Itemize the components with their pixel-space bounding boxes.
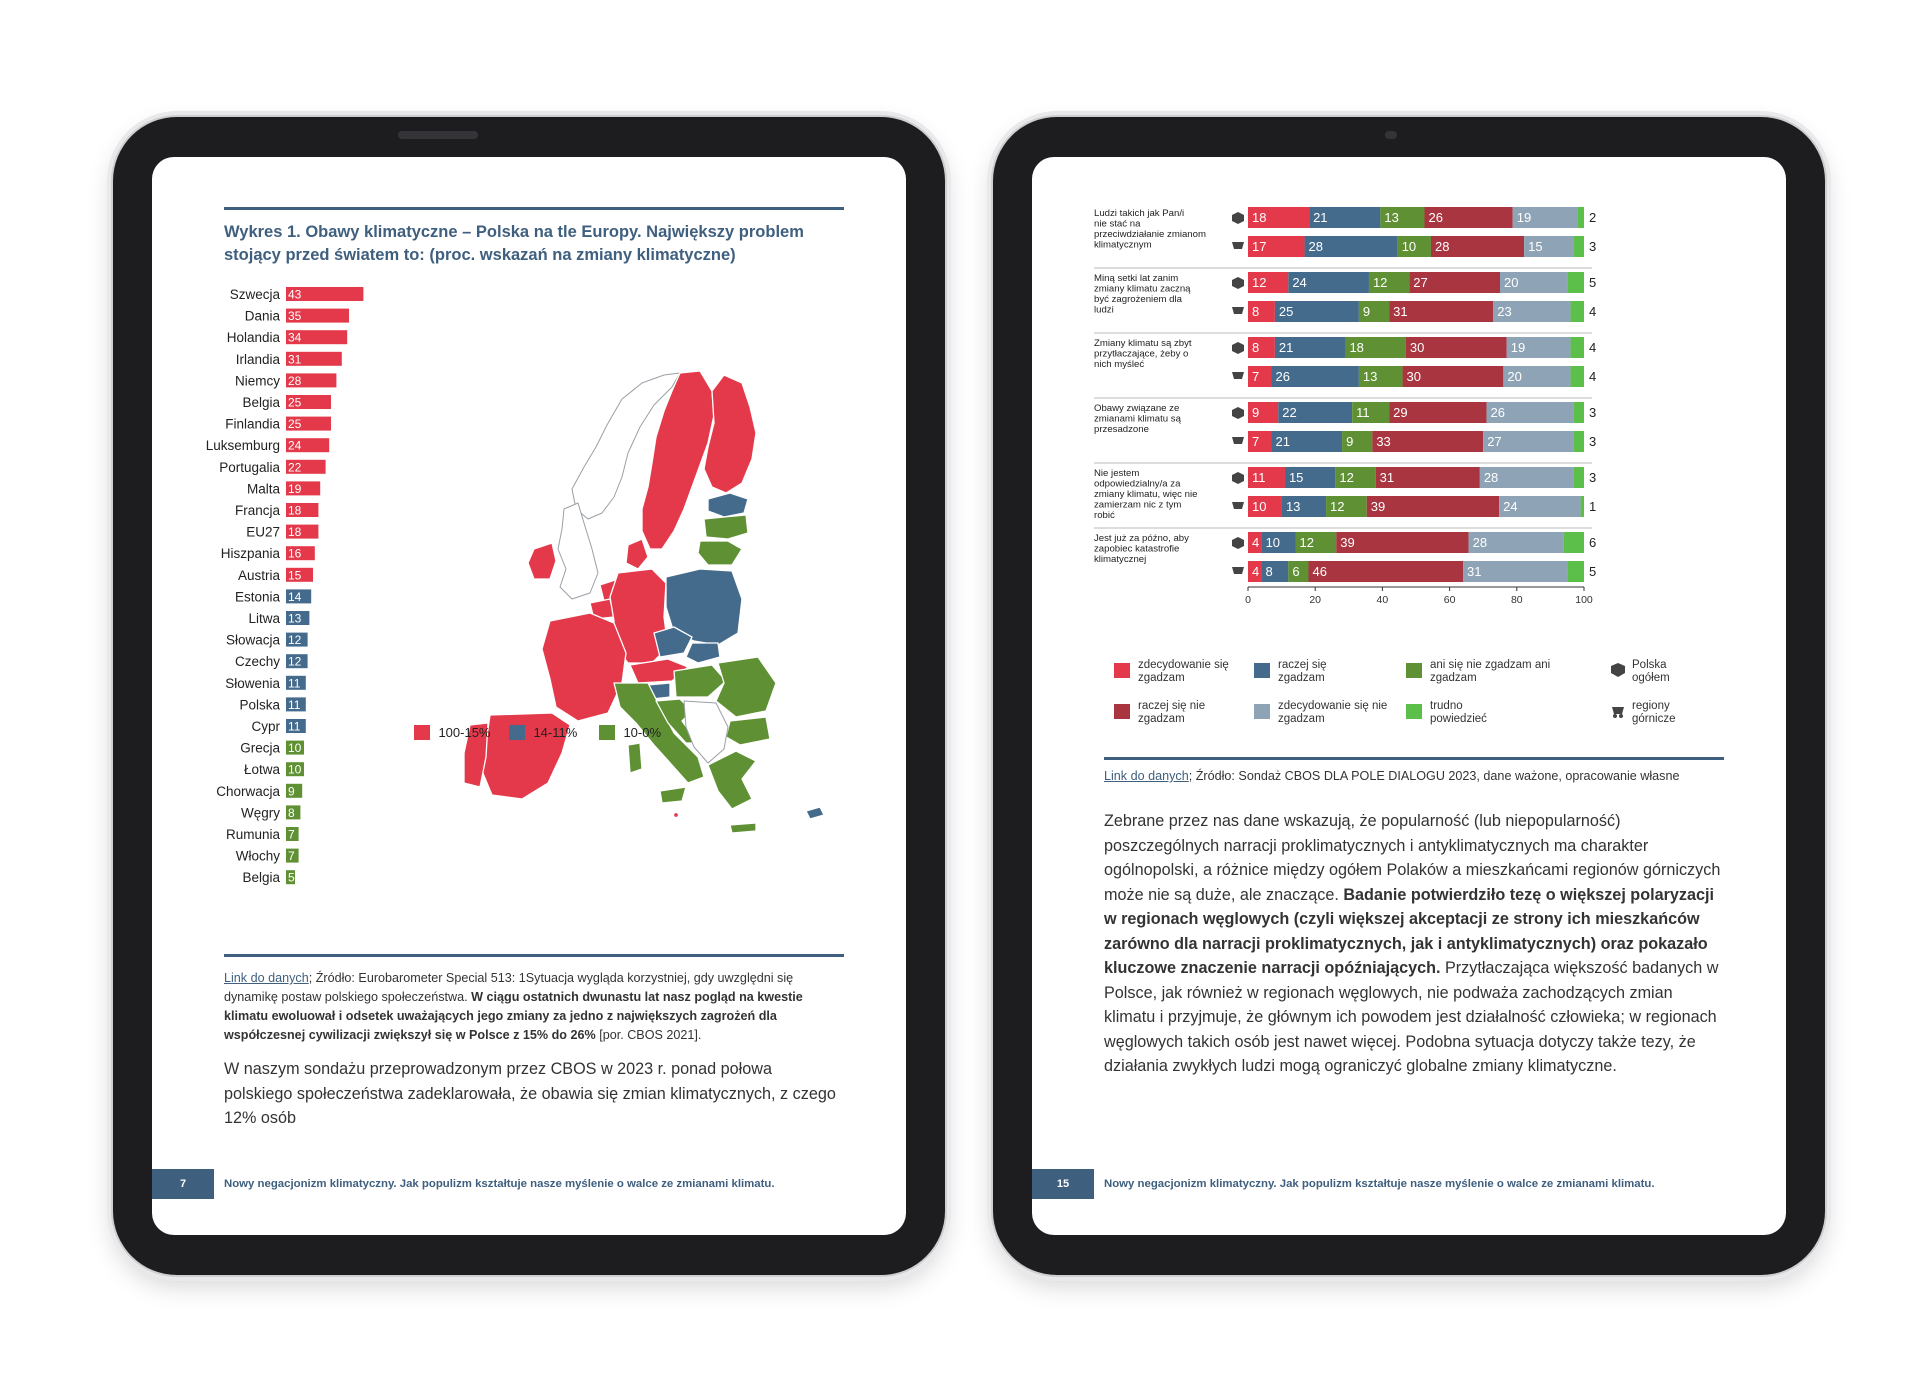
country-value: 18 <box>288 525 302 540</box>
footer-title: Nowy negacjonizm klimatyczny. Jak populizm kształtuje nasze myślenie o walce ze zmianami klimatu. <box>224 1178 775 1190</box>
page-number: 7 <box>152 1169 214 1199</box>
country-value: 15 <box>288 568 302 583</box>
legend-swatch-6 <box>1406 704 1422 719</box>
legend-label-1: 100-15% <box>438 725 491 741</box>
europe-map <box>464 371 824 833</box>
stack-segment <box>1581 496 1584 517</box>
segment-value: 17 <box>1252 239 1267 254</box>
country-label: Cypr <box>251 719 280 734</box>
no-opinion-value: 5 <box>1589 564 1597 579</box>
legend-label-4: raczej się nie zgadzam <box>1138 700 1206 725</box>
source-rule <box>1104 757 1724 760</box>
stacked-bar-chart <box>1032 207 1786 606</box>
legend-label-3: ani się nie zgadzam ani zgadzam <box>1430 659 1551 684</box>
country-label: Słowenia <box>225 675 280 691</box>
legend-label-2: raczej się zgadzam <box>1278 659 1327 684</box>
stack-segment <box>1571 366 1584 387</box>
stack-segment <box>1567 561 1584 582</box>
country-value: 10 <box>288 741 302 756</box>
segment-value: 12 <box>1330 499 1345 514</box>
segment-value: 31 <box>1467 564 1482 579</box>
country-label: Chorwacja <box>216 783 280 799</box>
country-label: Hiszpania <box>220 546 280 562</box>
segment-value: 11 <box>1356 405 1370 420</box>
stacked-legend <box>1114 657 1714 737</box>
shield-icon <box>1610 662 1626 678</box>
country-label: Rumunia <box>225 827 280 842</box>
paragraph-bold: Badanie potwierdziło tezę o większej polaryzacji w regionach węglowych (czyli większej akceptacji ze strony ich mieszkańców zarówno dla narracji proklimatycznych, jak i antyklimatycznych) oraz pokazało kluczowe znaczenie narracji opóźniających. <box>1104 885 1714 977</box>
segment-value: 8 <box>1252 304 1260 319</box>
map-latvia <box>704 515 748 539</box>
legend-label-1: zdecydowanie się zgadzam <box>1138 659 1229 684</box>
shield-icon <box>1232 212 1244 224</box>
country-label: Austria <box>237 567 280 583</box>
country-label: Dania <box>244 308 280 324</box>
segment-value: 33 <box>1376 434 1391 449</box>
country-value: 28 <box>288 373 302 388</box>
country-label: Słowacja <box>225 632 280 648</box>
country-value: 5 <box>288 870 295 885</box>
country-label: Malta <box>246 481 280 497</box>
map-lithuania <box>698 541 742 565</box>
country-bar-chart <box>152 287 906 927</box>
segment-value: 26 <box>1428 210 1443 225</box>
segment-value: 28 <box>1308 239 1324 254</box>
country-label: EU27 <box>246 524 280 540</box>
legend-swatch-5 <box>1254 704 1270 719</box>
stack-segment <box>1577 207 1584 228</box>
segment-value: 9 <box>1346 434 1354 449</box>
x-tick-label: 40 <box>1376 594 1389 606</box>
category-label: Ludzi takich jak Pan/i nie stać na przeciwdziałanie zmianom klimatycznym <box>1094 208 1206 251</box>
segment-value: 39 <box>1340 535 1355 550</box>
stack-segment <box>1571 301 1584 322</box>
segment-value: 18 <box>1349 340 1364 355</box>
segment-value: 19 <box>1516 210 1532 225</box>
segment-value: 10 <box>1252 499 1267 514</box>
legend-swatch-blue <box>509 725 525 740</box>
body-paragraph: W naszym sondażu przeprowadzonym przez CBOS w 2023 r. ponad połowa polskiego społeczeństwa zadeklarowała, że obawia się zmian klimatycznych, z czego 12% osób <box>224 1060 836 1127</box>
shield-icon <box>1232 277 1244 289</box>
segment-value: 18 <box>1252 210 1267 225</box>
source-text: ; Źródło: Eurobarometer Special 513: 1Sytuacja wygląda korzystniej, gdy uwzględni się dynamikę postaw polskiego społeczeństwa. <box>224 971 794 1004</box>
legend-swatch-4 <box>1114 704 1130 719</box>
data-link[interactable]: Link do danych <box>224 971 309 985</box>
source-bold: W ciągu ostatnich dwunastu lat nasz pogląd na kwestie klimatu ewoluował i odsetek uważających jego zmiany za jedno z największych zagrożeń dla współczesnej cywilizacji zwiększył się w Polsce z 15% do 26% <box>224 990 803 1042</box>
country-value: 16 <box>288 546 302 561</box>
segment-value: 31 <box>1379 470 1395 485</box>
segment-value: 29 <box>1393 405 1408 420</box>
country-value: 22 <box>288 460 302 475</box>
source-end: [por. CBOS 2021]. <box>595 1028 702 1042</box>
segment-value: 9 <box>1252 405 1260 420</box>
mine-cart-icon <box>1232 307 1244 314</box>
mine-cart-icon <box>1610 703 1626 719</box>
country-value: 7 <box>288 849 295 864</box>
segment-value: 39 <box>1370 499 1386 514</box>
country-value: 25 <box>288 417 302 432</box>
segment-value: 4 <box>1252 564 1260 579</box>
country-label: Estonia <box>234 589 280 605</box>
legend-swatch-1 <box>1114 663 1130 678</box>
legend-swatch-3 <box>1406 663 1422 678</box>
map-slovakia <box>686 643 720 663</box>
segment-value: 7 <box>1252 434 1260 449</box>
segment-value: 19 <box>1510 340 1526 355</box>
tablet-right <box>993 117 1825 1275</box>
data-link[interactable]: Link do danych <box>1104 769 1189 783</box>
country-value: 24 <box>288 438 302 453</box>
category-label: Miną setki lat zanim zmiany klimatu zaczną być zagrożeniem dla ludzi <box>1094 273 1191 316</box>
category-label: Nie jestem odpowiedzialny/a za zmiany klimatu, więc nie zamierzam nic z tym robić <box>1094 468 1198 521</box>
x-tick-label: 80 <box>1510 594 1523 606</box>
stack-segment <box>1574 236 1584 257</box>
country-value: 18 <box>288 503 302 518</box>
category-label: Zmiany klimatu są zbyt przytłaczające, żeby o nich myśleć <box>1094 338 1192 370</box>
segment-value: 6 <box>1292 564 1300 579</box>
map-malta <box>674 813 679 818</box>
mine-cart-icon <box>1232 502 1244 509</box>
x-tick-label: 20 <box>1309 594 1322 606</box>
no-opinion-value: 3 <box>1589 405 1597 420</box>
country-label: Szwecja <box>229 287 280 302</box>
country-label: Finlandia <box>225 416 280 432</box>
page-left <box>152 157 906 1235</box>
shield-icon <box>1232 407 1244 419</box>
segment-value: 30 <box>1409 340 1425 355</box>
x-tick-label: 100 <box>1575 594 1593 606</box>
segment-value: 20 <box>1504 275 1519 290</box>
segment-value: 13 <box>1362 369 1378 384</box>
stack-segment <box>1367 496 1499 517</box>
segment-value: 10 <box>1265 535 1281 550</box>
no-opinion-value: 4 <box>1589 369 1597 384</box>
category-label: Jest już za późno, aby zapobiec katastrofie klimatycznej <box>1094 533 1189 565</box>
country-label: Luksemburg <box>205 438 280 454</box>
no-opinion-value: 6 <box>1589 535 1597 550</box>
legend-label-5: zdecydowanie się nie zgadzam <box>1278 700 1388 725</box>
segment-value: 15 <box>1528 239 1543 254</box>
country-value: 31 <box>288 352 302 367</box>
legend-label-6: trudno powiedzieć <box>1430 700 1487 725</box>
segment-value: 12 <box>1299 535 1314 550</box>
country-value: 11 <box>288 697 301 712</box>
country-label: Grecja <box>240 740 280 756</box>
country-label: Polska <box>239 697 280 713</box>
no-opinion-value: 1 <box>1589 499 1597 514</box>
country-value: 35 <box>288 309 302 324</box>
map-greece <box>708 751 756 809</box>
country-label: Belgia <box>242 395 280 410</box>
segment-value: 10 <box>1401 239 1417 254</box>
country-value: 14 <box>288 589 302 604</box>
country-label: Włochy <box>235 848 280 864</box>
segment-value: 8 <box>1252 340 1260 355</box>
stack-segment <box>1308 561 1463 582</box>
body-paragraph <box>1104 809 1724 1079</box>
source-note <box>1104 767 1724 786</box>
map-finland <box>704 375 756 493</box>
source-text: ; Źródło: Sondaż CBOS DLA POLE DIALOGU 2023, dane ważone, opracowanie własne <box>1188 769 1680 783</box>
no-opinion-value: 3 <box>1589 239 1597 254</box>
paragraph-part-2: Przytłaczająca większość badanych w Polsce, jak również w regionach węglowych, nie podważa zachodzących zmian klimatu i przyjmuje, że głównym ich powodem jest działalność człowieka; w regionach węglowych takich osób jest nawet więcej. Podobna sytuacja dotyczy także tezy, że działania zwykłych ludzi mogą ograniczyć globalne zmiany klimatyczne. <box>1104 959 1719 1075</box>
country-value: 19 <box>288 481 302 496</box>
segment-value: 28 <box>1472 535 1488 550</box>
country-label: Niemcy <box>234 373 280 389</box>
no-opinion-value: 5 <box>1589 275 1597 290</box>
map-crete <box>730 823 756 833</box>
country-value: 25 <box>288 395 302 410</box>
segment-value: 13 <box>1384 210 1399 225</box>
shield-icon <box>1232 537 1244 549</box>
segment-value: 7 <box>1252 369 1260 384</box>
mine-cart-icon <box>1232 437 1244 444</box>
group-label-2: regiony górnicze <box>1632 700 1676 725</box>
category-label: Obawy związane ze zmianami klimatu są przesadzone <box>1094 403 1181 435</box>
page-right <box>1032 157 1786 1235</box>
country-value: 8 <box>288 805 295 820</box>
map-cyprus <box>806 807 824 819</box>
segment-value: 12 <box>1339 470 1354 485</box>
no-opinion-value: 3 <box>1589 470 1597 485</box>
map-france <box>542 613 626 721</box>
country-value: 13 <box>288 611 302 626</box>
country-value: 9 <box>288 784 295 799</box>
stack-segment <box>1571 337 1584 358</box>
mine-cart-icon <box>1232 372 1244 379</box>
stack-segment <box>1574 467 1584 488</box>
segment-value: 21 <box>1278 340 1294 355</box>
country-label: Litwa <box>248 611 280 626</box>
country-value: 34 <box>288 330 302 345</box>
stack-segment <box>1574 431 1584 452</box>
legend-swatch-2 <box>1254 663 1270 678</box>
segment-value: 23 <box>1497 304 1512 319</box>
stack-segment <box>1574 402 1584 423</box>
segment-value: 21 <box>1313 210 1328 225</box>
shield-icon <box>1232 342 1244 354</box>
country-value: 12 <box>288 633 302 648</box>
segment-value: 30 <box>1406 369 1422 384</box>
page-number: 15 <box>1032 1169 1094 1199</box>
segment-value: 8 <box>1265 564 1273 579</box>
segment-value: 4 <box>1252 535 1260 550</box>
stacked-bars-group <box>1094 207 1596 606</box>
segment-value: 26 <box>1490 405 1506 420</box>
map-legend <box>414 722 814 742</box>
no-opinion-value: 3 <box>1589 434 1597 449</box>
segment-value: 12 <box>1252 275 1267 290</box>
map-sardinia <box>628 743 642 773</box>
stack-segment <box>1564 532 1584 553</box>
segment-value: 20 <box>1507 369 1522 384</box>
country-label: Portugalia <box>219 459 280 475</box>
segment-value: 24 <box>1503 499 1518 514</box>
camera-bar <box>398 131 478 139</box>
legend-swatch-green <box>599 725 615 740</box>
segment-value: 25 <box>1278 304 1294 319</box>
group-label-1: Polska ogółem <box>1632 659 1670 684</box>
top-rule <box>224 207 844 210</box>
country-value: 7 <box>288 827 295 842</box>
segment-value: 15 <box>1288 470 1304 485</box>
country-value: 11 <box>288 676 301 691</box>
country-label: Łotwa <box>243 762 280 778</box>
segment-value: 27 <box>1413 275 1428 290</box>
segment-value: 21 <box>1275 434 1290 449</box>
source-rule <box>224 954 844 957</box>
source-note <box>224 969 844 1045</box>
map-sicily <box>660 787 686 803</box>
country-label: Holandia <box>226 330 280 346</box>
segment-value: 26 <box>1275 369 1290 384</box>
stack-segment <box>1336 532 1468 553</box>
country-label: Węgry <box>240 805 280 821</box>
mine-cart-icon <box>1232 567 1244 574</box>
map-romania <box>716 657 776 717</box>
country-label: Belgia <box>242 870 280 886</box>
segment-value: 24 <box>1292 275 1307 290</box>
shield-icon <box>1232 472 1244 484</box>
segment-value: 46 <box>1312 564 1327 579</box>
country-value: 11 <box>288 719 301 734</box>
mine-cart-icon <box>1232 242 1244 249</box>
bars-group <box>206 287 364 885</box>
camera-dot <box>1385 131 1397 139</box>
chart-title: Wykres 1. Obawy klimatyczne – Polska na tle Europy. Największy problem stojący przed światem to: (proc. wskazań na zmiany klimatyczne) <box>224 223 804 264</box>
country-label: Czechy <box>234 654 280 670</box>
map-estonia <box>708 493 748 517</box>
map-hungary <box>674 665 726 697</box>
country-value: 10 <box>288 762 302 777</box>
x-tick-label: 0 <box>1245 594 1251 606</box>
legend-swatch-red <box>414 725 430 740</box>
legend-label-2: 14-11% <box>533 725 578 741</box>
stack-segment <box>1567 272 1584 293</box>
segment-value: 11 <box>1252 470 1266 485</box>
no-opinion-value: 4 <box>1589 340 1597 355</box>
segment-value: 31 <box>1393 304 1408 319</box>
segment-value: 12 <box>1372 275 1388 290</box>
segment-value: 28 <box>1483 470 1499 485</box>
legend-label-3: 10-0% <box>623 725 662 741</box>
x-tick-label: 60 <box>1443 594 1456 606</box>
segment-value: 22 <box>1282 405 1297 420</box>
country-label: Irlandia <box>235 351 280 367</box>
tablet-left <box>113 117 945 1275</box>
segment-value: 27 <box>1487 434 1502 449</box>
no-opinion-value: 2 <box>1589 210 1597 225</box>
no-opinion-value: 4 <box>1589 304 1597 319</box>
map-denmark <box>626 539 648 569</box>
map-ireland <box>528 543 556 579</box>
country-value: 43 <box>288 287 302 302</box>
segment-value: 13 <box>1285 499 1301 514</box>
footer-title: Nowy negacjonizm klimatyczny. Jak populizm kształtuje nasze myślenie o walce ze zmianami klimatu. <box>1104 1178 1655 1190</box>
segment-value: 28 <box>1434 239 1450 254</box>
country-label: Francja <box>234 503 280 518</box>
paragraph-part-1: Zebrane przez nas dane wskazują, że popularność (lub niepopularność) poszczególnych narracji proklimatycznych i antyklimatycznych ma charakter ogólnopolski, a różnice między ogółem Polaków a mieszkańcami regionów górniczych może nie są duże, ale znaczące. <box>1104 812 1721 904</box>
country-value: 12 <box>288 654 302 669</box>
segment-value: 9 <box>1362 304 1371 319</box>
